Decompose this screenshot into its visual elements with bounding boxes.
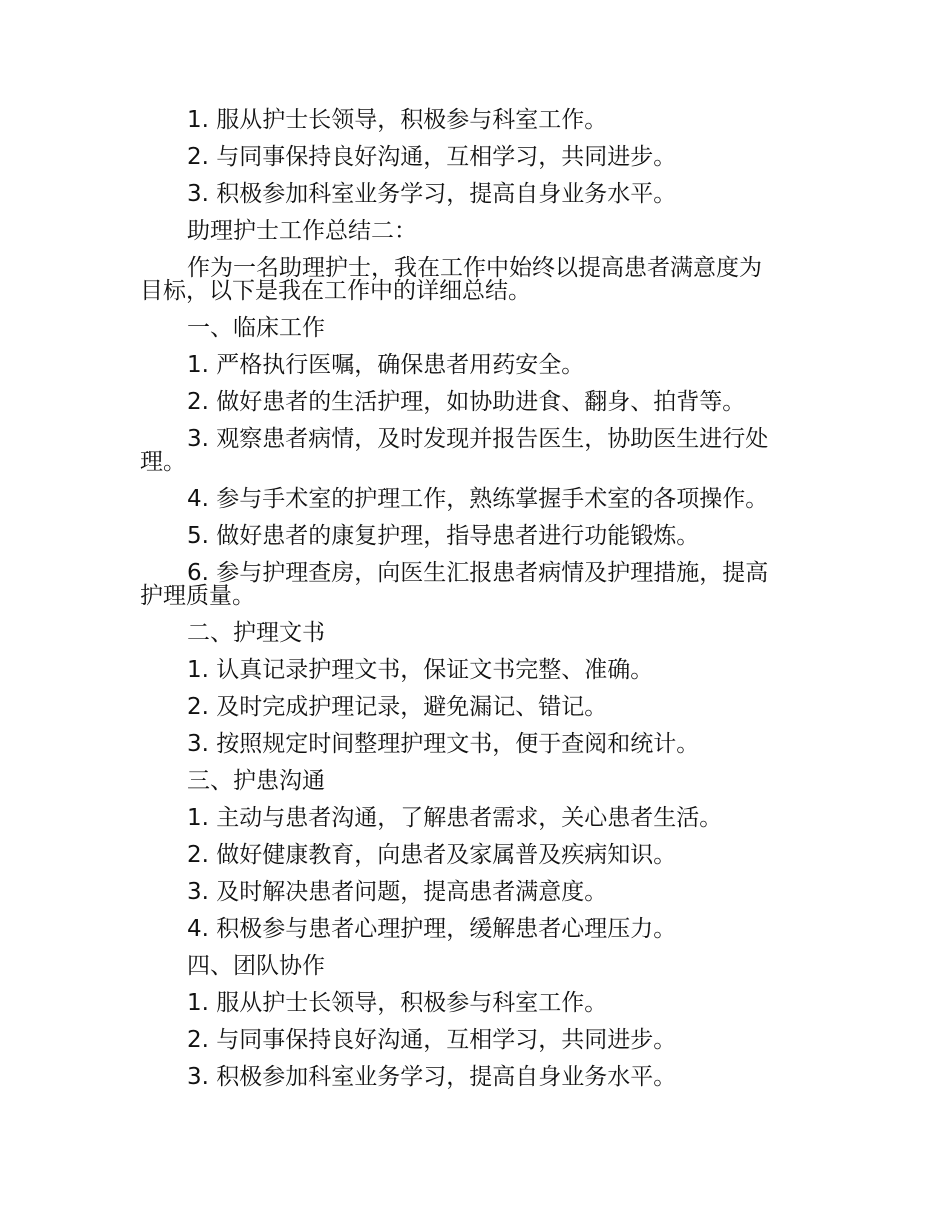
section-heading: 一、临床工作 bbox=[187, 315, 325, 341]
paragraph: 2. 与同事保持良好沟通，互相学习，共同进步。 bbox=[187, 144, 677, 170]
list-item: 4. 参与手术室的护理工作，熟练掌握手术室的各项操作。 bbox=[187, 486, 769, 512]
paragraph-line: 作为一名助理护士，我在工作中始终以提高患者满意度为 bbox=[187, 255, 762, 281]
paragraph: 1. 服从护士长领导，积极参与科室工作。 bbox=[187, 107, 608, 133]
list-item: 1. 认真记录护理文书，保证文书完整、准确。 bbox=[187, 657, 654, 683]
list-item: 3. 按照规定时间整理护理文书，便于查阅和统计。 bbox=[187, 731, 700, 757]
list-item: 5. 做好患者的康复护理，指导患者进行功能锻炼。 bbox=[187, 523, 700, 549]
list-item: 4. 积极参与患者心理护理，缓解患者心理压力。 bbox=[187, 916, 677, 942]
list-item: 2. 做好健康教育，向患者及家属普及疾病知识。 bbox=[187, 842, 677, 868]
list-item: 1. 严格执行医嘱，确保患者用药安全。 bbox=[187, 352, 585, 378]
list-item: 2. 及时完成护理记录，避免漏记、错记。 bbox=[187, 694, 608, 720]
list-item-line: 理。 bbox=[140, 449, 186, 475]
section-title: 助理护士工作总结二： bbox=[187, 218, 417, 244]
paragraph: 3. 积极参加科室业务学习，提高自身业务水平。 bbox=[187, 181, 677, 207]
list-item: 3. 积极参加科室业务学习，提高自身业务水平。 bbox=[187, 1064, 677, 1090]
list-item bbox=[140, 555, 820, 615]
list-item: 1. 服从护士长领导，积极参与科室工作。 bbox=[187, 990, 608, 1016]
section-heading: 四、团队协作 bbox=[187, 953, 325, 979]
list-item: 2. 与同事保持良好沟通，互相学习，共同进步。 bbox=[187, 1027, 677, 1053]
list-item-line: 3. 观察患者病情，及时发现并报告医生，协助医生进行处 bbox=[187, 426, 769, 452]
document-body bbox=[140, 102, 820, 1096]
section-heading: 三、护患沟通 bbox=[187, 768, 325, 794]
list-item-line: 6. 参与护理查房，向医生汇报患者病情及护理措施，提高 bbox=[187, 560, 769, 586]
list-item: 2. 做好患者的生活护理，如协助进食、翻身、拍背等。 bbox=[187, 389, 746, 415]
section-heading: 二、护理文书 bbox=[187, 620, 325, 646]
list-item-line: 护理质量。 bbox=[140, 583, 255, 609]
list-item: 3. 及时解决患者问题，提高患者满意度。 bbox=[187, 879, 608, 905]
paragraph-line: 目标，以下是我在工作中的详细总结。 bbox=[140, 278, 531, 304]
intro-paragraph bbox=[140, 250, 820, 310]
list-item bbox=[140, 421, 820, 481]
list-item: 1. 主动与患者沟通，了解患者需求，关心患者生活。 bbox=[187, 805, 723, 831]
